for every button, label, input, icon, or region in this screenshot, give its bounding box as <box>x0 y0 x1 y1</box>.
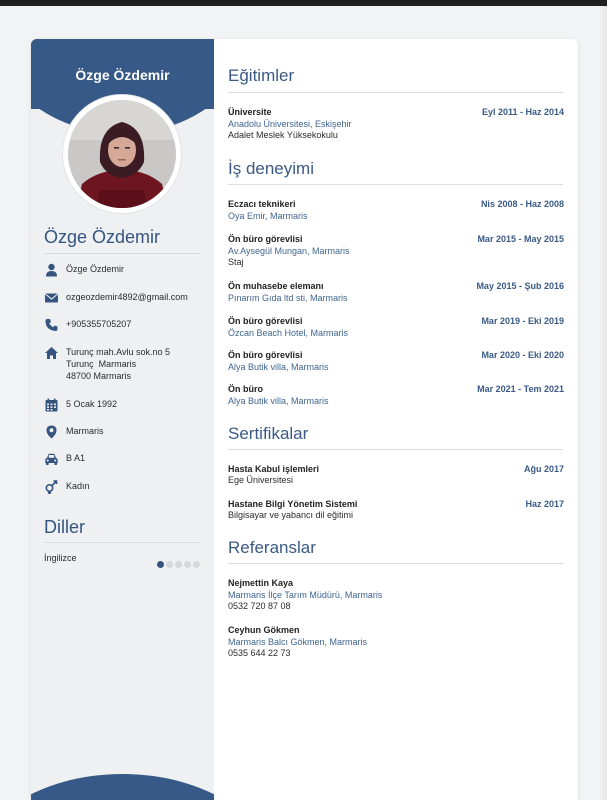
calendar-icon <box>44 398 59 412</box>
entry-detail: 0532 720 87 08 <box>228 601 291 611</box>
entry-subtitle: Anadolu Üniversitesi, Eskişehir <box>228 119 352 129</box>
education-entry <box>228 107 564 140</box>
user-icon <box>44 263 59 277</box>
gender-icon <box>44 480 59 494</box>
info-phone-text: +905355705207 <box>66 319 132 329</box>
entry-detail: 0535 644 22 73 <box>228 648 291 658</box>
entry-date: Haz 2017 <box>525 499 564 509</box>
reference-entry <box>228 578 564 611</box>
profile-photo <box>63 95 181 213</box>
entry-detail: Bilgisayar ve yabancı dil eğitimi <box>228 510 354 520</box>
education-title: Eğitimler <box>228 66 295 85</box>
language-name: İngilizce <box>44 553 77 563</box>
address-line-2: Turunç Marmaris <box>66 359 137 369</box>
info-location-text: Marmaris <box>66 426 104 436</box>
entry-subtitle: Marmaris İlçe Tarım Müdürü, Marmaris <box>228 590 383 600</box>
experience-entry <box>228 350 564 372</box>
entry-detail: Staj <box>228 257 244 267</box>
education-divider <box>228 92 563 93</box>
address-line-1: Turunç mah.Avlu sok.no 5 <box>66 347 171 357</box>
info-birthdate-text: 5 Ocak 1992 <box>66 399 118 409</box>
languages-title: Diller <box>44 517 86 537</box>
envelope-icon <box>44 291 59 305</box>
certificates-divider <box>228 449 563 450</box>
entry-detail: Adalet Meslek Yüksekokulu <box>228 130 338 140</box>
references-divider <box>228 563 563 564</box>
entry-title: Ön büro <box>228 384 263 394</box>
entry-title: Ön büro görevlisi <box>228 350 303 360</box>
experience-entry <box>228 234 564 267</box>
resume-sidebar <box>31 39 214 800</box>
entry-detail: Ege Üniversitesi <box>228 475 294 485</box>
references-title: Referanslar <box>228 538 316 557</box>
experience-entry <box>228 199 564 221</box>
info-name-text: Özge Özdemir <box>66 264 125 274</box>
entry-title: Hastane Bilgi Yönetim Sistemi <box>228 499 358 509</box>
level-dot <box>157 561 164 568</box>
info-address-text <box>66 346 170 382</box>
reference-entry <box>228 625 564 658</box>
map-marker-icon <box>44 425 59 439</box>
entry-title: Ön büro görevlisi <box>228 316 303 326</box>
sidebar-divider <box>44 253 201 254</box>
level-dot <box>193 561 200 568</box>
home-icon <box>44 346 59 360</box>
entry-subtitle: Pınarım Gıda ltd sti, Marmaris <box>228 293 348 303</box>
entry-title: Üniversite <box>228 107 272 117</box>
entry-title: Hasta Kabul işlemleri <box>228 464 320 474</box>
entry-title: Eczacı teknikeri <box>228 199 296 209</box>
entry-title: Ön büro görevlisi <box>228 234 303 244</box>
level-dot <box>175 561 182 568</box>
level-dot <box>184 561 191 568</box>
entry-subtitle: Alya Butik villa, Marmaris <box>228 396 329 406</box>
info-email-text: ozgeozdemir4892@gmail.com <box>66 292 188 302</box>
certificates-title: Sertifikalar <box>228 424 309 443</box>
window-top-bar <box>0 0 607 6</box>
sidebar-name-title: Özge Özdemir <box>44 227 161 247</box>
entry-date: Mar 2015 - May 2015 <box>477 234 564 244</box>
phone-icon <box>44 318 59 332</box>
profile-photo-image <box>68 100 176 208</box>
certificate-entry <box>228 464 564 485</box>
experience-entry <box>228 316 564 338</box>
entry-title: Nejmettin Kaya <box>228 578 294 588</box>
entry-subtitle: Av.Aysegül Mungan, Marmaris <box>228 246 350 256</box>
experience-entry <box>228 281 564 303</box>
experience-title: İş deneyimi <box>228 159 314 178</box>
experience-entry <box>228 384 564 406</box>
entry-date: Mar 2021 - Tem 2021 <box>477 384 564 394</box>
car-icon <box>44 452 59 466</box>
languages-divider <box>44 542 201 543</box>
entry-date: Mar 2019 - Eki 2019 <box>481 316 564 326</box>
info-driving-license-text: B A1 <box>66 453 86 463</box>
entry-date: Ağu 2017 <box>523 464 564 474</box>
entry-subtitle: Özcan Beach Hotel, Marmaris <box>228 328 349 338</box>
page-edge-shadow <box>599 6 607 800</box>
header-name: Özge Özdemir <box>75 67 170 83</box>
entry-title: Ön muhasebe elemanı <box>228 281 324 291</box>
entry-subtitle: Alya Butik villa, Marmaris <box>228 362 329 372</box>
address-line-3: 48700 Marmaris <box>66 371 132 381</box>
info-gender-text: Kadın <box>66 481 90 491</box>
entry-date: May 2015 - Şub 2016 <box>476 281 564 291</box>
certificate-entry <box>228 499 564 520</box>
sidebar-footer-arc <box>31 774 214 800</box>
language-level-dots <box>157 555 202 573</box>
entry-subtitle: Marmaris Balcı Gökmen, Marmaris <box>228 637 368 647</box>
entry-subtitle: Oya Emir, Marmaris <box>228 211 308 221</box>
experience-divider <box>228 184 563 185</box>
entry-date: Mar 2020 - Eki 2020 <box>481 350 564 360</box>
level-dot <box>166 561 173 568</box>
entry-date: Eyl 2011 - Haz 2014 <box>481 107 564 117</box>
entry-title: Ceyhun Gökmen <box>228 625 300 635</box>
entry-date: Nis 2008 - Haz 2008 <box>480 199 564 209</box>
resume-page <box>31 39 578 800</box>
